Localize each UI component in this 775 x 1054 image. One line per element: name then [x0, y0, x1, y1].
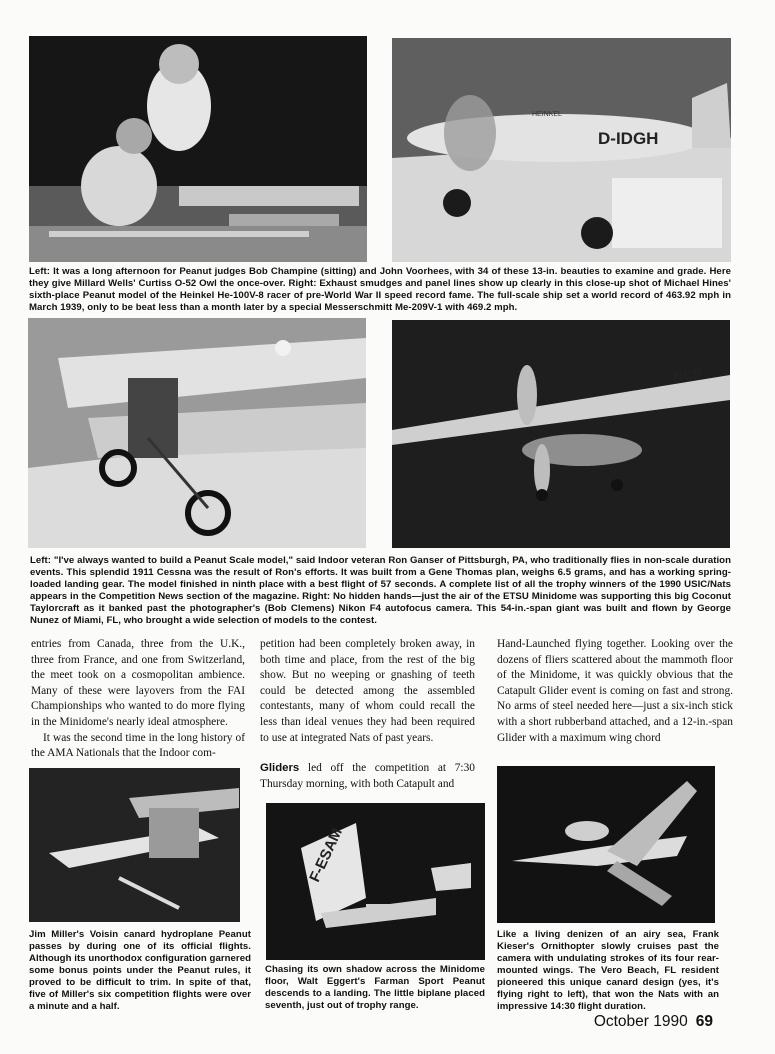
issue-date: October 1990	[593, 1013, 688, 1030]
paragraph: Hand-Launched flying together. Looking over the dozens of fliers scattered about the mammoth floor of the Minidome, it was quickly obvious that the Catapult Glider event is coming on fast and strong. No arms of steel needed here—just a six-inch stick with a short rubberband attached, and a 12-in.-span Glider with a maximum wing chord	[497, 638, 733, 744]
photo-ornithopter	[497, 766, 715, 923]
heinkel-registration: D-IDGH	[598, 129, 659, 148]
caption-farman: Chasing its own shadow across the Minidome floor, Walt Eggert's Farman Sport Peanut descends to a landing. The little biplane placed seventh, just out of trophy range.	[265, 964, 485, 1011]
photo-farman	[266, 803, 485, 960]
paragraph: petition had been completely broken away, in both time and place, from the rest of the big show. But no weeping or gnashing of teeth could be detected among the assembled contestants, many of whom could recall the less than ideal venues they had been required to use at integrated Nats of past years.	[260, 638, 475, 744]
lead-in: Gliders	[260, 762, 300, 775]
paragraph: Gliders led off the competition at 7:30 Thursday morning, with both Catapult and	[260, 762, 475, 790]
page-footer	[594, 1013, 713, 1031]
caption-ornithopter: Like a living denizen of an airy sea, Frank Kieser's Ornithopter slowly cruises past the camera with undulating strokes of its four rear-mounted wings. The Vero Beach, FL resident pioneered this unique canard design (yes, it's flying right to left), that won the Nats with an impressive 14:30 flight duration.	[497, 929, 719, 1012]
caption-voisin: Jim Miller's Voisin canard hydroplane Peanut passes by during one of its official flights. Although its unorthodox configuration garnered some bonus points under the Peanut rules, it proved to be difficult to trim. In spite of that, five of Miller's six competition flights were over a minute and a half.	[29, 929, 251, 1012]
photo-cessna	[28, 318, 366, 548]
caption-middle: Left: "I've always wanted to build a Peanut Scale model," said Indoor veteran Ron Ganser of Pittsburgh, PA, who traditionally flies in non-scale duration events. This splendid 1911 Cessna was the result of Ron's efforts. It was built from a Gene Thomas plan, weighs 6.5 grams, and has a working spring-loaded landing gear. The model finished in ninth place with a best flight of 57 seconds. A complete list of all the trophy winners of the 1990 USIC/Nats appears in the Competition News section of the magazine. Right: No hidden hands—just the air of the ETSU Minidome was supporting this big Coconut Taylorcraft as it banked past the photographer's (Bob Clemens) Nikon F4 autofocus camera. This 54-in.-span giant was built and flown by George Nunez of Miami, FL, who brought a wide selection of models to the contest.	[30, 555, 731, 626]
paragraph: It was the second time in the long history of the AMA Nationals that the Indoor com-	[31, 731, 245, 760]
heinkel-fuselage-text: HEINKEL	[532, 111, 562, 118]
photo-judges	[29, 36, 367, 262]
caption-top: Left: It was a long afternoon for Peanut judges Bob Champine (sitting) and John Voorhees, with 34 of these 13-in. beauties to examine and grade. Here they give Millard Wells' Curtiss O-52 Owl the once-over. Right: Exhaust smudges and panel lines show up clearly in this close-up shot of Michael Hines' sixth-place Peanut model of the Heinkel He-100V-8 racer of pre-World War II speed record fame. The full-scale ship set a world record of 463.92 mph in March 1939, only to be beat less than a month later by a special Messerschmitt Me-209V-1 with 469.2 mph.	[29, 266, 731, 313]
body-column-2	[260, 637, 475, 792]
photo-taylorcraft	[392, 320, 730, 548]
photo-voisin	[29, 768, 240, 922]
taylorcraft-wing-text: NC9	[671, 364, 703, 385]
paragraph: entries from Canada, three from the U.K., three from France, and one from Switzerland, the meet took on a cosmopolitan ambience. Many of these were layovers from the FAI Championships who wanted to do more flying in the Minidome's nearly ideal atmosphere.	[31, 638, 245, 728]
body-column-3	[497, 637, 733, 746]
farman-wing-text: F-ESAM	[306, 825, 346, 885]
body-column-1	[31, 637, 245, 762]
photo-heinkel	[392, 38, 731, 262]
page-number: 69	[695, 1013, 713, 1030]
